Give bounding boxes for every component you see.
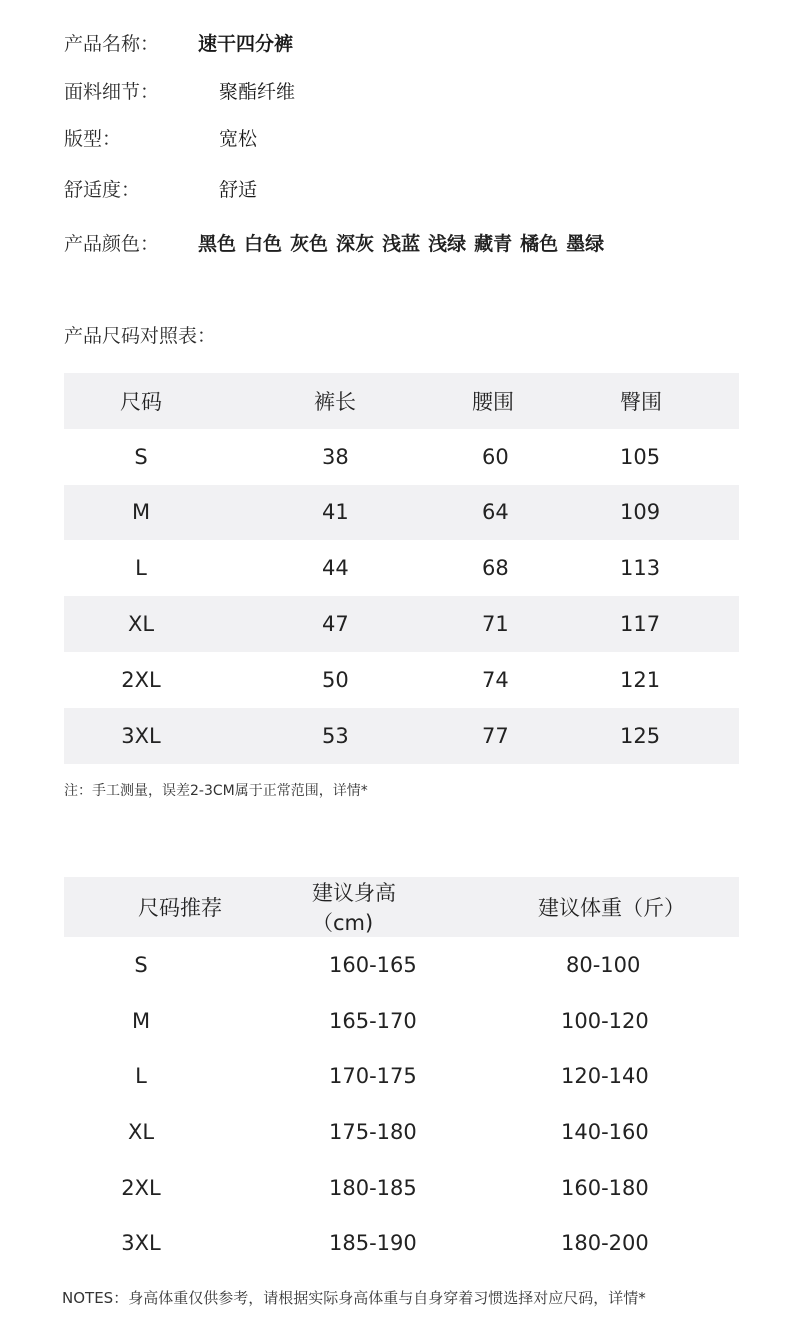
color-item: 浅蓝 bbox=[382, 233, 421, 255]
fabric-label: 面料细节： bbox=[64, 81, 160, 103]
size-cell: L bbox=[135, 1064, 147, 1089]
color-item: 深灰 bbox=[336, 233, 375, 255]
size-cell: XL bbox=[127, 1119, 155, 1144]
hip-cell: 109 bbox=[550, 485, 739, 541]
waist-cell: 71 bbox=[398, 596, 550, 652]
name-label: 产品名称： bbox=[64, 33, 160, 55]
height-cell: 180-185 bbox=[329, 1175, 417, 1200]
color-item: 黑色 bbox=[198, 233, 237, 255]
length-cell: 50 bbox=[322, 667, 349, 692]
waist-cell: 60 bbox=[482, 444, 509, 469]
table-row bbox=[64, 937, 739, 993]
size-cell: S bbox=[134, 952, 148, 977]
color-label: 产品颜色： bbox=[64, 233, 160, 255]
table-row bbox=[64, 1160, 739, 1216]
hip-cell: 113 bbox=[620, 556, 661, 581]
size-chart-header-row bbox=[64, 373, 739, 429]
recommend-header: 建议体重（斤） bbox=[456, 877, 739, 937]
size-chart-header: 腰围 bbox=[398, 373, 550, 429]
color-list bbox=[198, 232, 612, 256]
size-chart-title: 产品尺码对照表： bbox=[64, 325, 217, 347]
size-chart-header: 臀围 bbox=[550, 373, 739, 429]
size-cell: 3XL bbox=[64, 708, 236, 764]
height-cell: 160-165 bbox=[329, 952, 417, 977]
name-value: 速干四分裤 bbox=[198, 33, 294, 55]
size-cell: S bbox=[134, 444, 148, 469]
fit-label: 版型： bbox=[64, 128, 122, 150]
table-row bbox=[64, 1104, 739, 1160]
height-cell: 165-170 bbox=[329, 1008, 417, 1033]
waist-cell: 74 bbox=[482, 667, 509, 692]
size-cell: M bbox=[131, 1008, 151, 1033]
hip-cell: 121 bbox=[620, 667, 661, 692]
table-row bbox=[64, 485, 739, 541]
size-chart-header: 尺码 bbox=[64, 373, 236, 429]
fit-value: 宽松 bbox=[219, 128, 258, 150]
recommend-header: 尺码推荐 bbox=[64, 877, 236, 937]
size-recommend-table bbox=[64, 877, 739, 1271]
height-cell: 170-175 bbox=[329, 1064, 417, 1089]
weight-cell: 100-120 bbox=[561, 1008, 649, 1033]
height-cell: 185-190 bbox=[329, 1231, 417, 1256]
height-cell: 175-180 bbox=[329, 1119, 417, 1144]
weight-cell: 80-100 bbox=[566, 952, 641, 977]
table-row bbox=[64, 1048, 739, 1104]
hip-cell: 117 bbox=[550, 596, 739, 652]
waist-cell: 68 bbox=[482, 556, 509, 581]
table-row bbox=[64, 708, 739, 764]
size-chart-header: 裤长 bbox=[236, 373, 398, 429]
table-row bbox=[64, 652, 739, 708]
waist-cell: 77 bbox=[398, 708, 550, 764]
color-item: 橘色 bbox=[520, 233, 559, 255]
comfort-label: 舒适度： bbox=[64, 179, 141, 201]
color-item: 浅绿 bbox=[428, 233, 467, 255]
waist-cell: 64 bbox=[398, 485, 550, 541]
length-cell: 44 bbox=[322, 556, 349, 581]
length-cell: 38 bbox=[322, 444, 349, 469]
size-cell: M bbox=[64, 485, 236, 541]
recommend-header-row bbox=[64, 877, 739, 937]
hip-cell: 105 bbox=[620, 444, 661, 469]
recommend-note: NOTES：身高体重仅供参考，请根据实际身高体重与自身穿着习惯选择对应尺码，详情* bbox=[62, 1289, 646, 1307]
table-row bbox=[64, 1215, 739, 1271]
size-chart-note: 注：手工测量，误差2-3CM属于正常范围，详情* bbox=[64, 783, 368, 799]
table-row bbox=[64, 993, 739, 1049]
weight-cell: 180-200 bbox=[561, 1231, 649, 1256]
length-cell: 53 bbox=[236, 708, 398, 764]
size-chart-table bbox=[64, 373, 739, 764]
weight-cell: 120-140 bbox=[561, 1064, 649, 1089]
hip-cell: 125 bbox=[550, 708, 739, 764]
color-item: 墨绿 bbox=[566, 233, 605, 255]
size-cell: XL bbox=[64, 596, 236, 652]
size-cell: 2XL bbox=[121, 1175, 161, 1200]
table-row bbox=[64, 429, 739, 485]
color-item: 藏青 bbox=[474, 233, 513, 255]
comfort-value: 舒适 bbox=[219, 179, 258, 201]
size-cell: 2XL bbox=[121, 667, 161, 692]
color-item: 灰色 bbox=[290, 233, 329, 255]
size-cell: L bbox=[135, 556, 147, 581]
table-row bbox=[64, 540, 739, 596]
weight-cell: 160-180 bbox=[561, 1175, 649, 1200]
fabric-value: 聚酯纤维 bbox=[219, 81, 296, 103]
length-cell: 41 bbox=[236, 485, 398, 541]
table-row bbox=[64, 596, 739, 652]
recommend-header: 建议身高（cm) bbox=[236, 877, 456, 937]
length-cell: 47 bbox=[236, 596, 398, 652]
size-cell: 3XL bbox=[121, 1231, 161, 1256]
weight-cell: 140-160 bbox=[561, 1119, 649, 1144]
color-item: 白色 bbox=[244, 233, 283, 255]
